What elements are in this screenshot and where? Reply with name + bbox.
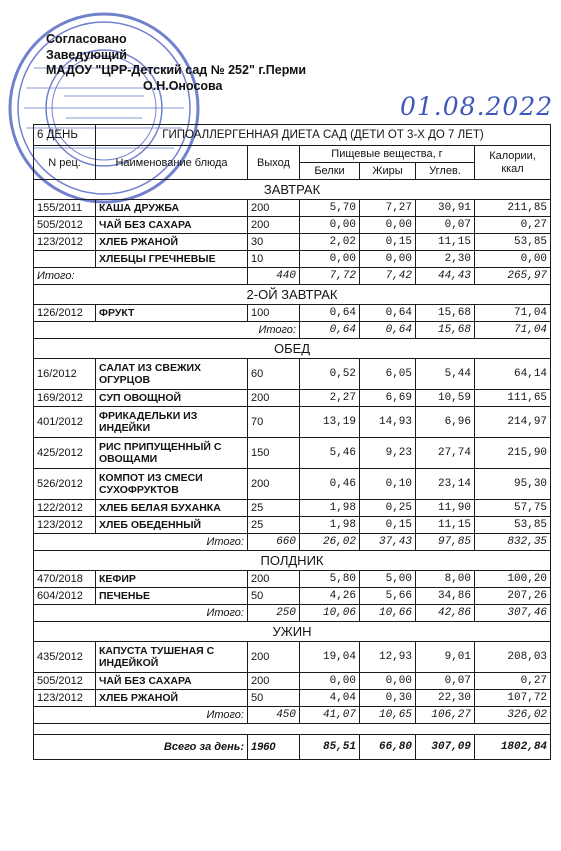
- dish-fat: 6,05: [360, 359, 416, 390]
- total-kcal: 265,97: [475, 268, 551, 285]
- grand-total-fat: 66,80: [360, 735, 416, 760]
- dish-fat: 0,00: [360, 251, 416, 268]
- dish-output: 25: [248, 517, 300, 534]
- dish-carb: 23,14: [416, 469, 475, 500]
- section-title: ЗАВТРАК: [34, 180, 551, 200]
- dish-protein: 0,00: [300, 217, 360, 234]
- total-label: Итого:: [34, 534, 248, 551]
- dish-output: 100: [248, 305, 300, 322]
- section-title: ОБЕД: [34, 339, 551, 359]
- section-row: [34, 339, 551, 359]
- recipe-code: 435/2012: [34, 642, 96, 673]
- dish-output: 200: [248, 642, 300, 673]
- dish-protein: 0,00: [300, 673, 360, 690]
- total-protein: 0,64: [300, 322, 360, 339]
- approval-line-2: Заведующий: [46, 47, 127, 62]
- recipe-code: 16/2012: [34, 359, 96, 390]
- dish-protein: 13,19: [300, 407, 360, 438]
- dish-name: ХЛЕБ РЖАНОЙ: [96, 234, 248, 251]
- approval-line-3: МАДОУ "ЦРР-Детский сад № 252" г.Перми: [46, 63, 307, 77]
- dish-fat: 9,23: [360, 438, 416, 469]
- dish-carb: 6,96: [416, 407, 475, 438]
- col-nutrients-header: Пищевые вещества, г: [300, 146, 475, 163]
- dish-name: САЛАТ ИЗ СВЕЖИХ ОГУРЦОВ: [96, 359, 248, 390]
- approval-block: [46, 32, 356, 94]
- dish-carb: 2,30: [416, 251, 475, 268]
- dish-output: 60: [248, 359, 300, 390]
- dish-fat: 5,00: [360, 571, 416, 588]
- dish-carb: 11,15: [416, 234, 475, 251]
- dish-name: КАПУСТА ТУШЕНАЯ С ИНДЕЙКОЙ: [96, 642, 248, 673]
- dish-kcal: 215,90: [475, 438, 551, 469]
- dish-kcal: 64,14: [475, 359, 551, 390]
- section-row: [34, 180, 551, 200]
- section-total-row: [34, 605, 551, 622]
- menu-table: [33, 124, 551, 760]
- dish-fat: 12,93: [360, 642, 416, 673]
- dish-output: 25: [248, 500, 300, 517]
- section-row: [34, 285, 551, 305]
- recipe-code: 505/2012: [34, 217, 96, 234]
- col-carb-header: Углев.: [416, 163, 475, 180]
- total-output: 660: [248, 534, 300, 551]
- section-title: УЖИН: [34, 622, 551, 642]
- grand-total-protein: 85,51: [300, 735, 360, 760]
- recipe-code: 123/2012: [34, 234, 96, 251]
- grand-total-kcal: 1802,84: [475, 735, 551, 760]
- dish-name: ФРИКАДЕЛЬКИ ИЗ ИНДЕЙКИ: [96, 407, 248, 438]
- recipe-code: 401/2012: [34, 407, 96, 438]
- dish-name: КЕФИР: [96, 571, 248, 588]
- dish-fat: 14,93: [360, 407, 416, 438]
- recipe-code: 126/2012: [34, 305, 96, 322]
- recipe-code: 155/2011: [34, 200, 96, 217]
- dish-name: ЧАЙ БЕЗ САХАРА: [96, 217, 248, 234]
- dish-output: 10: [248, 251, 300, 268]
- col-fat-header: Жиры: [360, 163, 416, 180]
- section-row: [34, 551, 551, 571]
- dish-protein: 0,46: [300, 469, 360, 500]
- recipe-code: 526/2012: [34, 469, 96, 500]
- dish-fat: 0,10: [360, 469, 416, 500]
- col-kcal-header: Калории, ккал: [475, 146, 551, 180]
- dish-row: [34, 690, 551, 707]
- dish-carb: 27,74: [416, 438, 475, 469]
- dish-kcal: 207,26: [475, 588, 551, 605]
- total-kcal: 832,35: [475, 534, 551, 551]
- dish-protein: 0,52: [300, 359, 360, 390]
- dish-kcal: 0,27: [475, 217, 551, 234]
- total-output: 440: [248, 268, 300, 285]
- dish-row: [34, 673, 551, 690]
- dish-name: КОМПОТ ИЗ СМЕСИ СУХОФРУКТОВ: [96, 469, 248, 500]
- recipe-code: 169/2012: [34, 390, 96, 407]
- section-total-row: [34, 268, 551, 285]
- dish-output: 50: [248, 588, 300, 605]
- dish-carb: 34,86: [416, 588, 475, 605]
- dish-carb: 22,30: [416, 690, 475, 707]
- dish-name: ХЛЕБ БЕЛАЯ БУХАНКА: [96, 500, 248, 517]
- dish-protein: 4,26: [300, 588, 360, 605]
- header-row-title: [34, 125, 551, 146]
- dish-name: ЧАЙ БЕЗ САХАРА: [96, 673, 248, 690]
- section-total-row: [34, 707, 551, 724]
- dish-carb: 0,07: [416, 217, 475, 234]
- dish-kcal: 208,03: [475, 642, 551, 673]
- total-fat: 10,65: [360, 707, 416, 724]
- dish-row: [34, 642, 551, 673]
- dish-carb: 15,68: [416, 305, 475, 322]
- dish-fat: 0,64: [360, 305, 416, 322]
- dish-output: 200: [248, 673, 300, 690]
- total-carb: 15,68: [416, 322, 475, 339]
- dish-fat: 0,00: [360, 673, 416, 690]
- dish-row: [34, 571, 551, 588]
- dish-kcal: 111,65: [475, 390, 551, 407]
- dish-kcal: 71,04: [475, 305, 551, 322]
- dish-output: 30: [248, 234, 300, 251]
- dish-carb: 11,90: [416, 500, 475, 517]
- dish-protein: 4,04: [300, 690, 360, 707]
- dish-row: [34, 359, 551, 390]
- dish-protein: 1,98: [300, 517, 360, 534]
- col-code-header: N рец.: [34, 146, 96, 180]
- dish-output: 200: [248, 571, 300, 588]
- total-protein: 10,06: [300, 605, 360, 622]
- dish-kcal: 53,85: [475, 517, 551, 534]
- total-fat: 7,42: [360, 268, 416, 285]
- total-label: Итого:: [34, 268, 248, 285]
- section-title: 2-ОЙ ЗАВТРАК: [34, 285, 551, 305]
- spacer-row: [34, 724, 551, 735]
- total-output: 450: [248, 707, 300, 724]
- dish-protein: 2,27: [300, 390, 360, 407]
- total-label: Итого:: [34, 605, 248, 622]
- dish-carb: 11,15: [416, 517, 475, 534]
- dish-name: ФРУКТ: [96, 305, 248, 322]
- total-output: 250: [248, 605, 300, 622]
- col-name-header: Наименование блюда: [96, 146, 248, 180]
- dish-protein: 0,00: [300, 251, 360, 268]
- approval-signature-name: О.Н.Оносова: [143, 78, 223, 93]
- dish-fat: 0,15: [360, 234, 416, 251]
- recipe-code: 425/2012: [34, 438, 96, 469]
- dish-name: ХЛЕБЦЫ ГРЕЧНЕВЫЕ: [96, 251, 248, 268]
- dish-fat: 0,30: [360, 690, 416, 707]
- dish-output: 70: [248, 407, 300, 438]
- dish-protein: 5,80: [300, 571, 360, 588]
- total-protein: 7,72: [300, 268, 360, 285]
- dish-fat: 0,00: [360, 217, 416, 234]
- dish-row: [34, 588, 551, 605]
- dish-fat: 7,27: [360, 200, 416, 217]
- dish-kcal: 53,85: [475, 234, 551, 251]
- section-total-row: [34, 534, 551, 551]
- dish-carb: 8,00: [416, 571, 475, 588]
- dish-output: 150: [248, 438, 300, 469]
- total-fat: 0,64: [360, 322, 416, 339]
- diet-title: ГИПОАЛЛЕРГЕННАЯ ДИЕТА САД (ДЕТИ ОТ 3-Х ДО 7 ЛЕТ): [96, 125, 551, 146]
- recipe-code: 604/2012: [34, 588, 96, 605]
- total-protein: 41,07: [300, 707, 360, 724]
- dish-kcal: 107,72: [475, 690, 551, 707]
- total-label: Итого:: [34, 322, 300, 339]
- recipe-code: 123/2012: [34, 517, 96, 534]
- handwritten-date: 01.08.2022: [400, 92, 554, 121]
- dish-protein: 0,64: [300, 305, 360, 322]
- col-out-header: Выход: [248, 146, 300, 180]
- total-carb: 42,86: [416, 605, 475, 622]
- dish-carb: 30,91: [416, 200, 475, 217]
- dish-kcal: 95,30: [475, 469, 551, 500]
- dish-fat: 5,66: [360, 588, 416, 605]
- dish-name: РИС ПРИПУЩЕННЫЙ С ОВОЩАМИ: [96, 438, 248, 469]
- header-row-columns: [34, 146, 551, 163]
- dish-fat: 0,15: [360, 517, 416, 534]
- total-label: Итого:: [34, 707, 248, 724]
- total-kcal: 71,04: [475, 322, 551, 339]
- recipe-code: 505/2012: [34, 673, 96, 690]
- total-kcal: 326,02: [475, 707, 551, 724]
- dish-row: [34, 390, 551, 407]
- total-fat: 37,43: [360, 534, 416, 551]
- dish-kcal: 0,27: [475, 673, 551, 690]
- dish-kcal: 211,85: [475, 200, 551, 217]
- dish-row: [34, 251, 551, 268]
- total-carb: 44,43: [416, 268, 475, 285]
- dish-output: 50: [248, 690, 300, 707]
- dish-row: [34, 234, 551, 251]
- dish-kcal: 0,00: [475, 251, 551, 268]
- dish-row: [34, 500, 551, 517]
- dish-output: 200: [248, 217, 300, 234]
- grand-total-label: Всего за день:: [34, 735, 248, 760]
- dish-name: ПЕЧЕНЬЕ: [96, 588, 248, 605]
- recipe-code: 123/2012: [34, 690, 96, 707]
- grand-total-row: [34, 735, 551, 760]
- total-carb: 97,85: [416, 534, 475, 551]
- grand-total-output: 1960: [248, 735, 300, 760]
- dish-row: [34, 217, 551, 234]
- dish-protein: 19,04: [300, 642, 360, 673]
- total-fat: 10,66: [360, 605, 416, 622]
- section-total-row: [34, 322, 551, 339]
- dish-kcal: 214,97: [475, 407, 551, 438]
- total-carb: 106,27: [416, 707, 475, 724]
- col-protein-header: Белки: [300, 163, 360, 180]
- dish-protein: 1,98: [300, 500, 360, 517]
- dish-name: СУП ОВОЩНОЙ: [96, 390, 248, 407]
- dish-kcal: 57,75: [475, 500, 551, 517]
- dish-row: [34, 305, 551, 322]
- dish-carb: 10,59: [416, 390, 475, 407]
- dish-row: [34, 438, 551, 469]
- dish-protein: 5,46: [300, 438, 360, 469]
- dish-protein: 2,02: [300, 234, 360, 251]
- grand-total-carb: 307,09: [416, 735, 475, 760]
- dish-carb: 0,07: [416, 673, 475, 690]
- total-protein: 26,02: [300, 534, 360, 551]
- dish-fat: 0,25: [360, 500, 416, 517]
- recipe-code: 122/2012: [34, 500, 96, 517]
- dish-output: 200: [248, 469, 300, 500]
- dish-row: [34, 407, 551, 438]
- recipe-code: 470/2018: [34, 571, 96, 588]
- recipe-code: [34, 251, 96, 268]
- dish-row: [34, 517, 551, 534]
- dish-kcal: 100,20: [475, 571, 551, 588]
- dish-name: ХЛЕБ ОБЕДЕННЫЙ: [96, 517, 248, 534]
- section-row: [34, 622, 551, 642]
- dish-row: [34, 469, 551, 500]
- day-label: 6 ДЕНЬ: [34, 125, 96, 146]
- total-kcal: 307,46: [475, 605, 551, 622]
- dish-row: [34, 200, 551, 217]
- dish-carb: 5,44: [416, 359, 475, 390]
- dish-protein: 5,70: [300, 200, 360, 217]
- section-title: ПОЛДНИК: [34, 551, 551, 571]
- dish-output: 200: [248, 200, 300, 217]
- dish-fat: 6,69: [360, 390, 416, 407]
- spacer-cell: [34, 724, 551, 735]
- dish-output: 200: [248, 390, 300, 407]
- dish-carb: 9,01: [416, 642, 475, 673]
- dish-name: ХЛЕБ РЖАНОЙ: [96, 690, 248, 707]
- approval-line-1: Согласовано: [46, 32, 127, 46]
- dish-name: КАША ДРУЖБА: [96, 200, 248, 217]
